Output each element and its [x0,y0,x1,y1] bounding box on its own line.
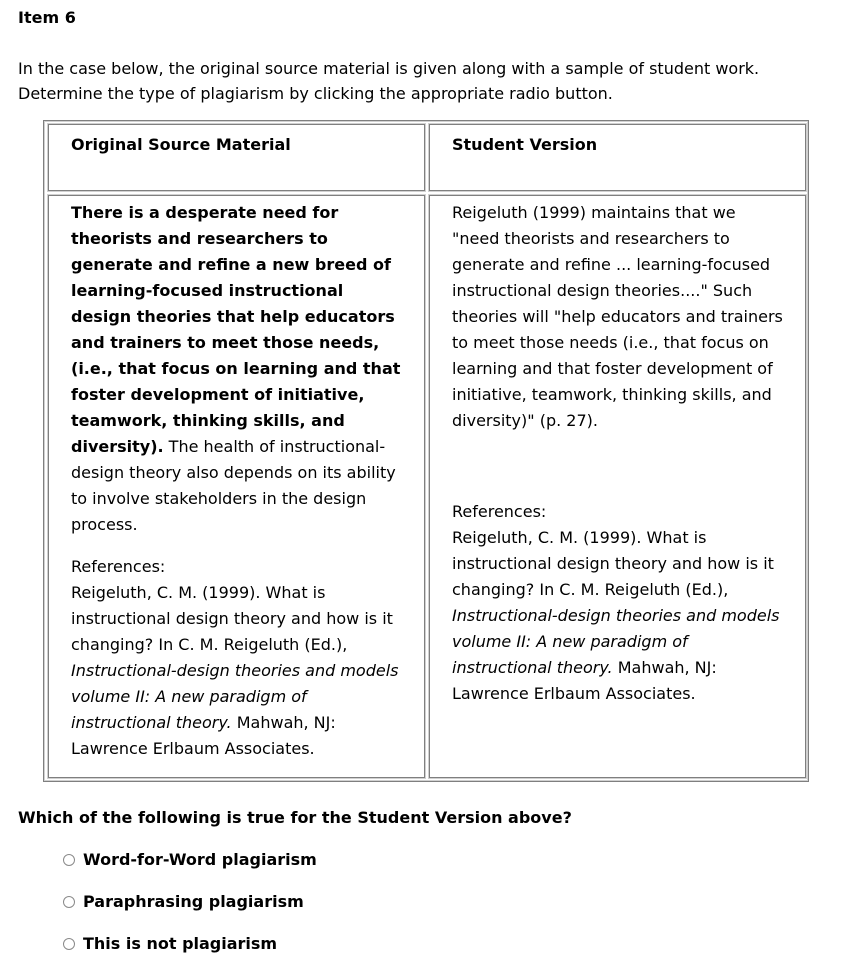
student-reference [452,525,785,707]
student-ref-text: Reigeluth, C. M. (1999). What is instructional design theory and how is it changing? In C. M. Reigeluth (Ed.), [452,528,774,599]
original-references-label: References: [71,557,166,576]
student-ref-publisher: Mahwah, NJ: Lawrence Erlbaum Associates. [452,658,717,703]
option-label: Word-for-Word plagiarism [83,850,317,869]
student-version-cell [429,195,806,778]
radio-button[interactable] [63,896,75,908]
student-header: Student Version [429,124,806,191]
original-passage [71,200,404,538]
option-label: This is not plagiarism [83,934,278,953]
option-paraphrasing[interactable] [63,890,304,914]
radio-button[interactable] [63,938,75,950]
original-ref-publisher: Mahwah, NJ: Lawrence Erlbaum Associates. [71,713,336,758]
option-label: Paraphrasing plagiarism [83,892,304,911]
question-text: Which of the following is true for the Student Version above? [18,808,572,827]
original-header: Original Source Material [48,124,425,191]
original-source-cell [48,195,425,778]
instructions-line-2: Determine the type of plagiarism by clicking the appropriate radio button. [18,84,613,103]
student-passage: Reigeluth (1999) maintains that we "need theorists and researchers to generate and refine ... learning-focused instructional design theories...." Such theories will "help educators and trainers to meet those needs (i.e., that focus on learning and that foster development of initiative, teamwork, thinking skills, and diversity)" (p. 27). [452,203,783,430]
option-word-for-word[interactable] [63,848,317,872]
original-bold-text: There is a desperate need for theorists and researchers to generate and refine a new breed of learning-focused instructional design theories that help educators and trainers to meet those needs, (i.e., that focus on learning and that foster development of initiative, teamwork, thinking skills, and diversity). [71,203,401,456]
student-references-label: References: [452,502,547,521]
option-not-plagiarism[interactable] [63,932,277,956]
original-ref-text: Reigeluth, C. M. (1999). What is instructional design theory and how is it changing? In C. M. Reigeluth (Ed.), [71,583,393,654]
instructions [18,56,838,106]
original-plain-text: The health of instructional-design theory also depends on its ability to involve stakeholders in the design process. [71,437,396,534]
item-title: Item 6 [18,8,76,27]
original-reference [71,580,404,762]
instructions-line-1: In the case below, the original source material is given along with a sample of student work. [18,59,760,78]
original-ref-title: Instructional-design theories and models volume II: A new paradigm of instructional theory. [71,661,399,732]
radio-button[interactable] [63,854,75,866]
student-ref-title: Instructional-design theories and models volume II: A new paradigm of instructional theory. [452,606,780,677]
